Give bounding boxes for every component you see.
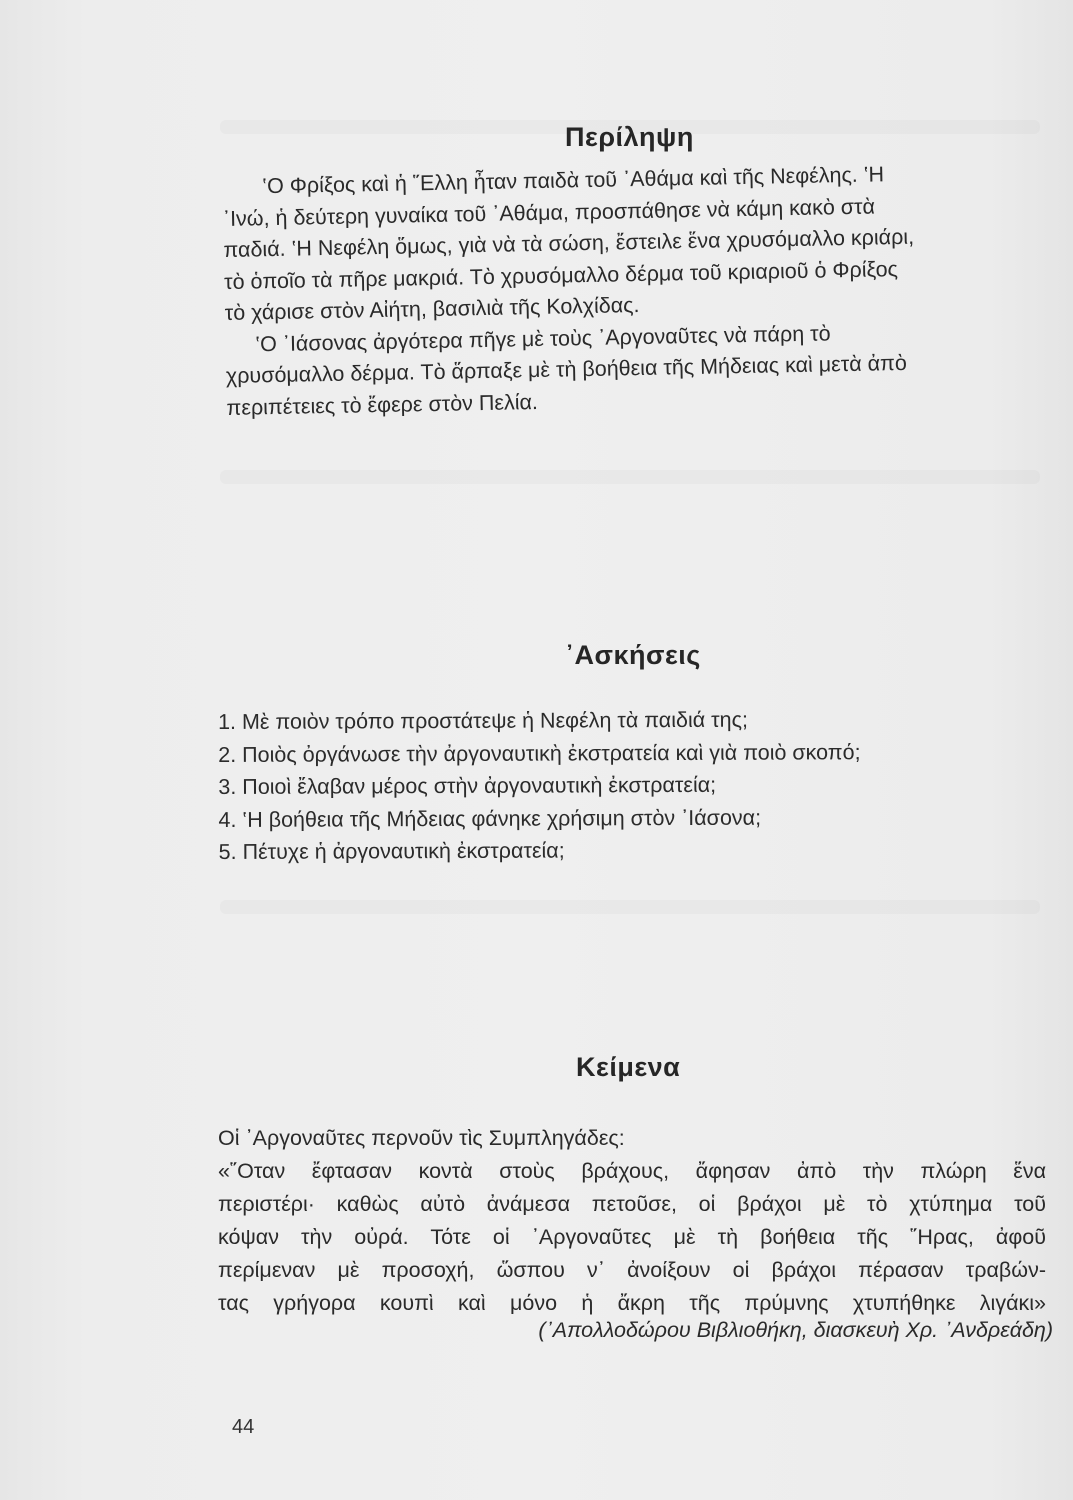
exercise-item: 2. Ποιὸς ὀργάνωσε τὴν ἀργοναυτικὴ ἐκστρατεία καὶ γιὰ ποιὸ σκοπό; <box>218 739 861 767</box>
texts-block <box>218 1122 1048 1320</box>
summary-line: ᾿Ινώ, ἡ δεύτερη γυναίκα τοῦ ᾿Αθάμα, προσπάθησε νὰ κάμη κακὸ στὰ <box>222 193 876 231</box>
show-through-shading <box>220 470 1040 484</box>
summary-line: τὸ ὁποῖο τὰ πῆρε μακριά. Τὸ χρυσόμαλλο δέρμα τοῦ κριαριοῦ ὁ Φρίξος <box>223 256 899 294</box>
quote-line: τας γρήγορα κουπὶ καὶ μόνο ἡ ἄκρη τῆς πρύμνης χτυπήθηκε λιγάκι» <box>218 1291 1046 1315</box>
exercises-heading: ᾿Ασκήσεις <box>565 640 701 670</box>
exercises-list <box>218 702 1049 868</box>
page-number: 44 <box>232 1416 255 1438</box>
exercise-item: 4. ‛Η βοήθεια τῆς Μήδειας φάνηκε χρήσιμη στὸν ᾿Ιάσονα; <box>218 805 762 832</box>
exercise-item: 3. Ποιοὶ ἔλαβαν μέρος στὴν ἀργοναυτικὴ ἐκστρατεία; <box>218 772 717 799</box>
quote-line: περιστέρι· καθὼς αὐτὸ ἀνάμεσα πετοῦσε, οἱ βράχοι μὲ τὸ χτύπημα τοῦ <box>218 1192 1046 1216</box>
exercise-item: 5. Πέτυχε ἡ ἀργοναυτικὴ ἐκστρατεία; <box>218 838 565 864</box>
summary-line: τὸ χάρισε στὸν Αἰήτη, βασιλιὰ τῆς Κολχίδας. <box>224 293 640 325</box>
summary-heading: Περίληψη <box>565 122 694 152</box>
texts-intro: Οἱ ᾿Αργοναῦτες περνοῦν τὶς Συμπληγάδες: <box>218 1126 625 1150</box>
summary-paragraph <box>222 156 1052 424</box>
show-through-shading <box>220 900 1040 914</box>
summary-line: χρυσόμαλλο δέρμα. Τὸ ἅρπαξε μὲ τὴ βοήθεια τῆς Μήδειας καὶ μετὰ ἀπὸ <box>225 350 908 388</box>
summary-line: παδιά. ‛Η Νεφέλη ὅμως, γιὰ νὰ τὰ σώση, ἔστειλε ἕνα χρυσόμαλλο κριάρι, <box>223 224 915 262</box>
exercise-item: 1. Μὲ ποιὸν τρόπο προστάτεψε ἡ Νεφέλη τὰ παιδιά της; <box>218 707 748 734</box>
citation: (᾿Απολλοδώρου Βιβλιοθήκη, διασκευὴ Χρ. ᾿Ανδρεάδη) <box>538 1318 1053 1342</box>
quote-line: «῞Οταν ἔφτασαν κοντὰ στοὺς βράχους, ἄφησαν ἀπὸ τὴν πλώρη ἕνα <box>218 1159 1046 1183</box>
texts-heading: Κείμενα <box>576 1052 681 1082</box>
summary-line: ‛Ο Φρίξος καὶ ἡ ῞Ελλη ἦταν παιδὰ τοῦ ᾿Αθάμα καὶ τῆς Νεφέλης. ‛Η <box>262 162 885 199</box>
summary-line: ‛Ο ᾿Ιάσονας ἀργότερα πῆγε μὲ τοὺς ᾿Αργοναῦτες νὰ πάρη τὸ <box>255 320 831 356</box>
summary-line: περιπέτειες τὸ ἔφερε στὸν Πελία. <box>226 389 539 420</box>
quote-line: κόψαν τὴν οὐρά. Τότε οἱ ᾿Αργοναῦτες μὲ τὴ βοήθεια τῆς ῞Ηρας, ἀφοῦ <box>218 1225 1046 1249</box>
quote-line: περίμεναν μὲ προσοχή, ὥσπου ν᾿ ἀνοίξουν οἱ βράχοι πέρασαν τραβών- <box>218 1258 1046 1282</box>
